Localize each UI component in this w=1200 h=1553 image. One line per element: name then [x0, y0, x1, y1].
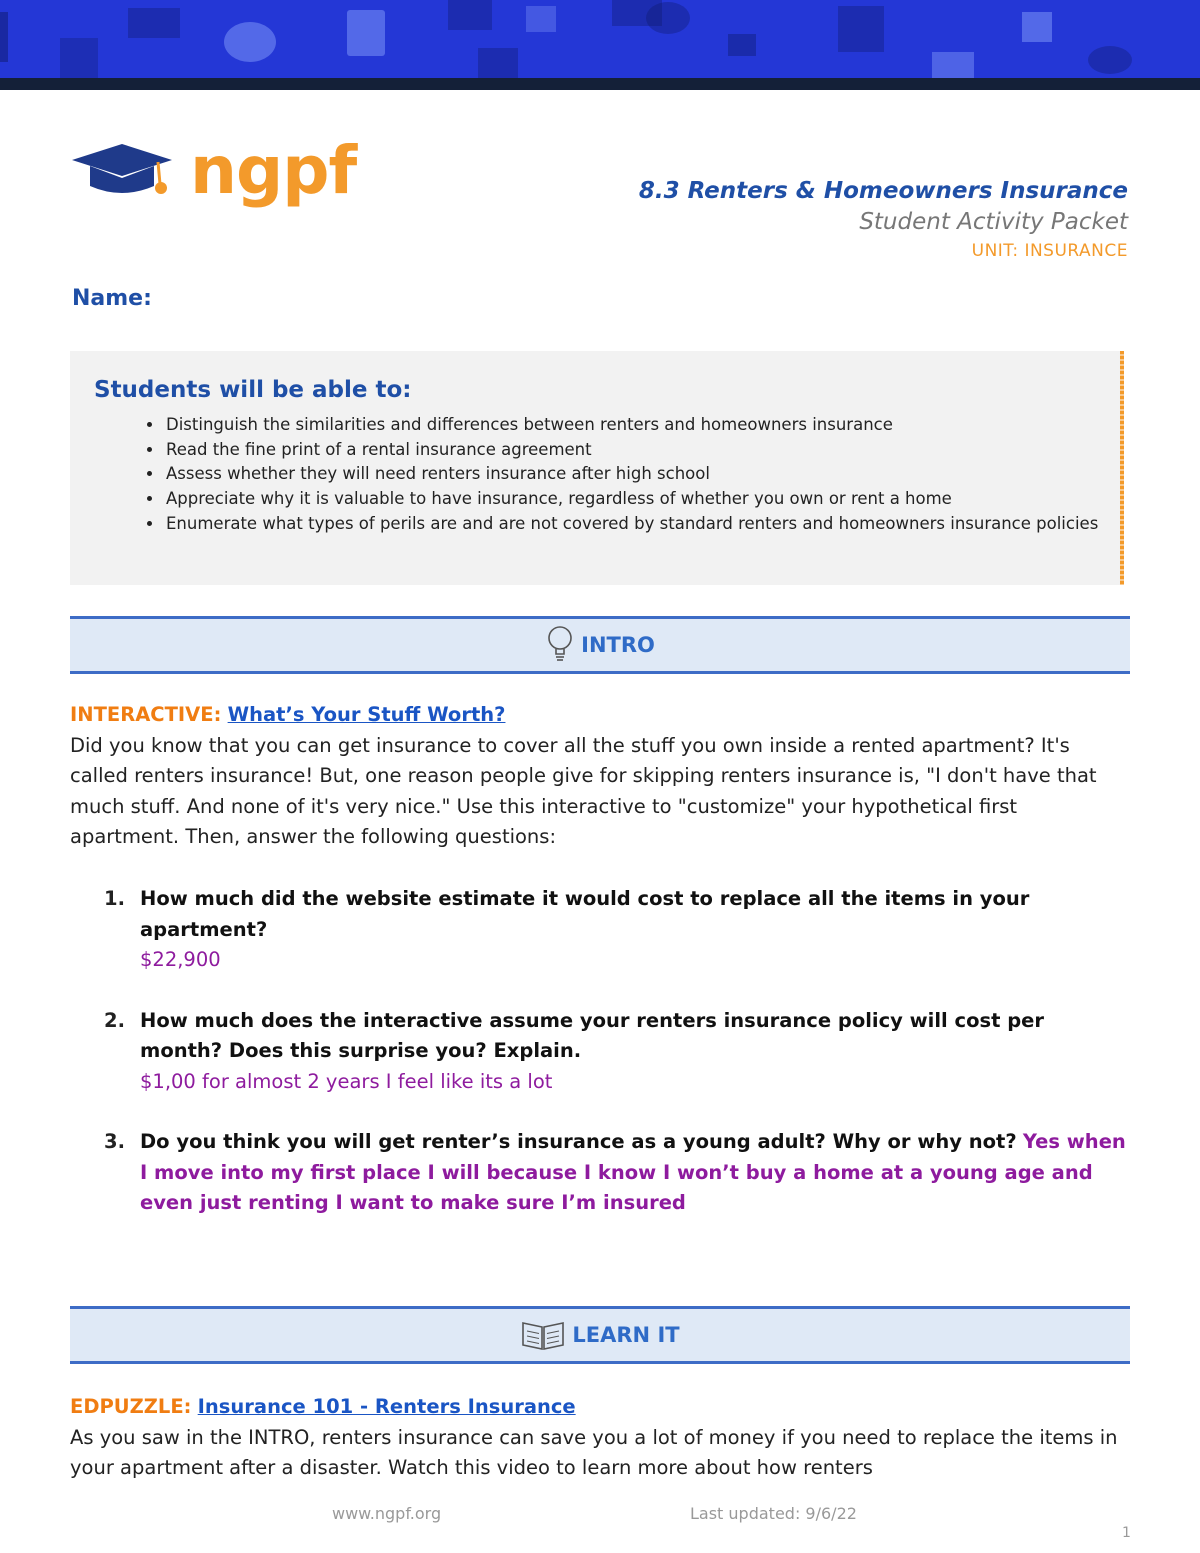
open-book-icon: [520, 1318, 566, 1352]
document-subtitle: Student Activity Packet: [859, 209, 1128, 235]
banner-divider: [0, 78, 1200, 90]
unit-label: UNIT: INSURANCE: [971, 241, 1128, 261]
lightbulb-icon: [545, 623, 575, 667]
logo-wordmark: ngpf: [190, 132, 357, 209]
objective-item: • Assess whether they will need renters insurance after high school: [164, 462, 1124, 487]
question-text: How much does the interactive assume your renters insurance policy will cost per month? Does this surprise you? Explain.: [140, 1008, 1044, 1062]
ngpf-logo: [72, 132, 362, 218]
question-text: How much did the website estimate it would cost to replace all the items in your apartment?: [140, 887, 1030, 941]
intro-questions-list: [70, 884, 1130, 1249]
intro-activity-body: Did you know that you can get insurance to cover all the stuff you own inside a rented apartment? It's called renters insurance! But, one reason people give for skipping renters insurance is, "I don't have that much stuff. And none of it's very nice." Use this interactive to "customize" your hypothetical first apartment. Then, answer the following questions:: [70, 733, 1097, 848]
learn-section-header: [70, 1306, 1130, 1364]
question-answer: Yes when I move into my first place I will because I know I won’t buy a home at a young age and even just renting I want to make sure I’m insured: [140, 1130, 1126, 1214]
question-text: Do you think you will get renter’s insurance as a young adult? Why or why not?: [140, 1130, 1017, 1153]
objective-item: • Appreciate why it is valuable to have insurance, regardless of whether you own or rent a home: [164, 487, 1124, 512]
question-number: 3.: [104, 1130, 125, 1153]
footer-website: www.ngpf.org: [332, 1504, 442, 1523]
objective-item: • Enumerate what types of perils are and are not covered by standard renters and homeowners insurance policies: [164, 512, 1124, 537]
question-item: [70, 1006, 1130, 1098]
header-banner: [0, 0, 1200, 80]
question-number: 2.: [104, 1008, 125, 1032]
learn-activity-link[interactable]: Insurance 101 - Renters Insurance: [197, 1395, 576, 1418]
footer-last-updated: Last updated: 9/6/22: [690, 1504, 857, 1523]
question-number: 1.: [104, 887, 125, 910]
question-item: [70, 884, 1130, 976]
intro-section-header: [70, 616, 1130, 674]
name-field-label: Name:: [72, 286, 152, 311]
document-title: 8.3 Renters & Homeowners Insurance: [638, 178, 1128, 204]
page-number: 1: [1122, 1525, 1131, 1541]
learn-activity-type: EDPUZZLE:: [70, 1395, 192, 1418]
learn-section-label: LEARN IT: [572, 1323, 680, 1347]
intro-activity-link[interactable]: What’s Your Stuff Worth?: [227, 703, 506, 726]
objectives-list: [130, 413, 1124, 537]
learn-activity: [70, 1392, 1130, 1484]
banner-pattern: [0, 0, 1200, 80]
document-title-block: [639, 176, 1128, 264]
objectives-title: Students will be able to:: [94, 377, 412, 403]
objectives-box: [70, 351, 1124, 585]
learn-activity-body: As you saw in the INTRO, renters insurance can save you a lot of money if you need to replace the items in your apartment after a disaster. Watch this video to learn more about how renters: [70, 1425, 1118, 1479]
objective-item: • Distinguish the similarities and differences between renters and homeowners insurance: [164, 413, 1124, 438]
question-answer: $22,900: [140, 948, 221, 971]
question-answer: $1,00 for almost 2 years I feel like its a lot: [140, 1069, 553, 1093]
intro-activity: [70, 700, 1130, 853]
graduation-cap-icon: [72, 138, 192, 208]
intro-activity-type: INTERACTIVE:: [70, 703, 222, 726]
intro-section-label: INTRO: [581, 633, 655, 657]
objective-item: • Read the fine print of a rental insurance agreement: [164, 438, 1124, 463]
question-item: [70, 1127, 1130, 1219]
